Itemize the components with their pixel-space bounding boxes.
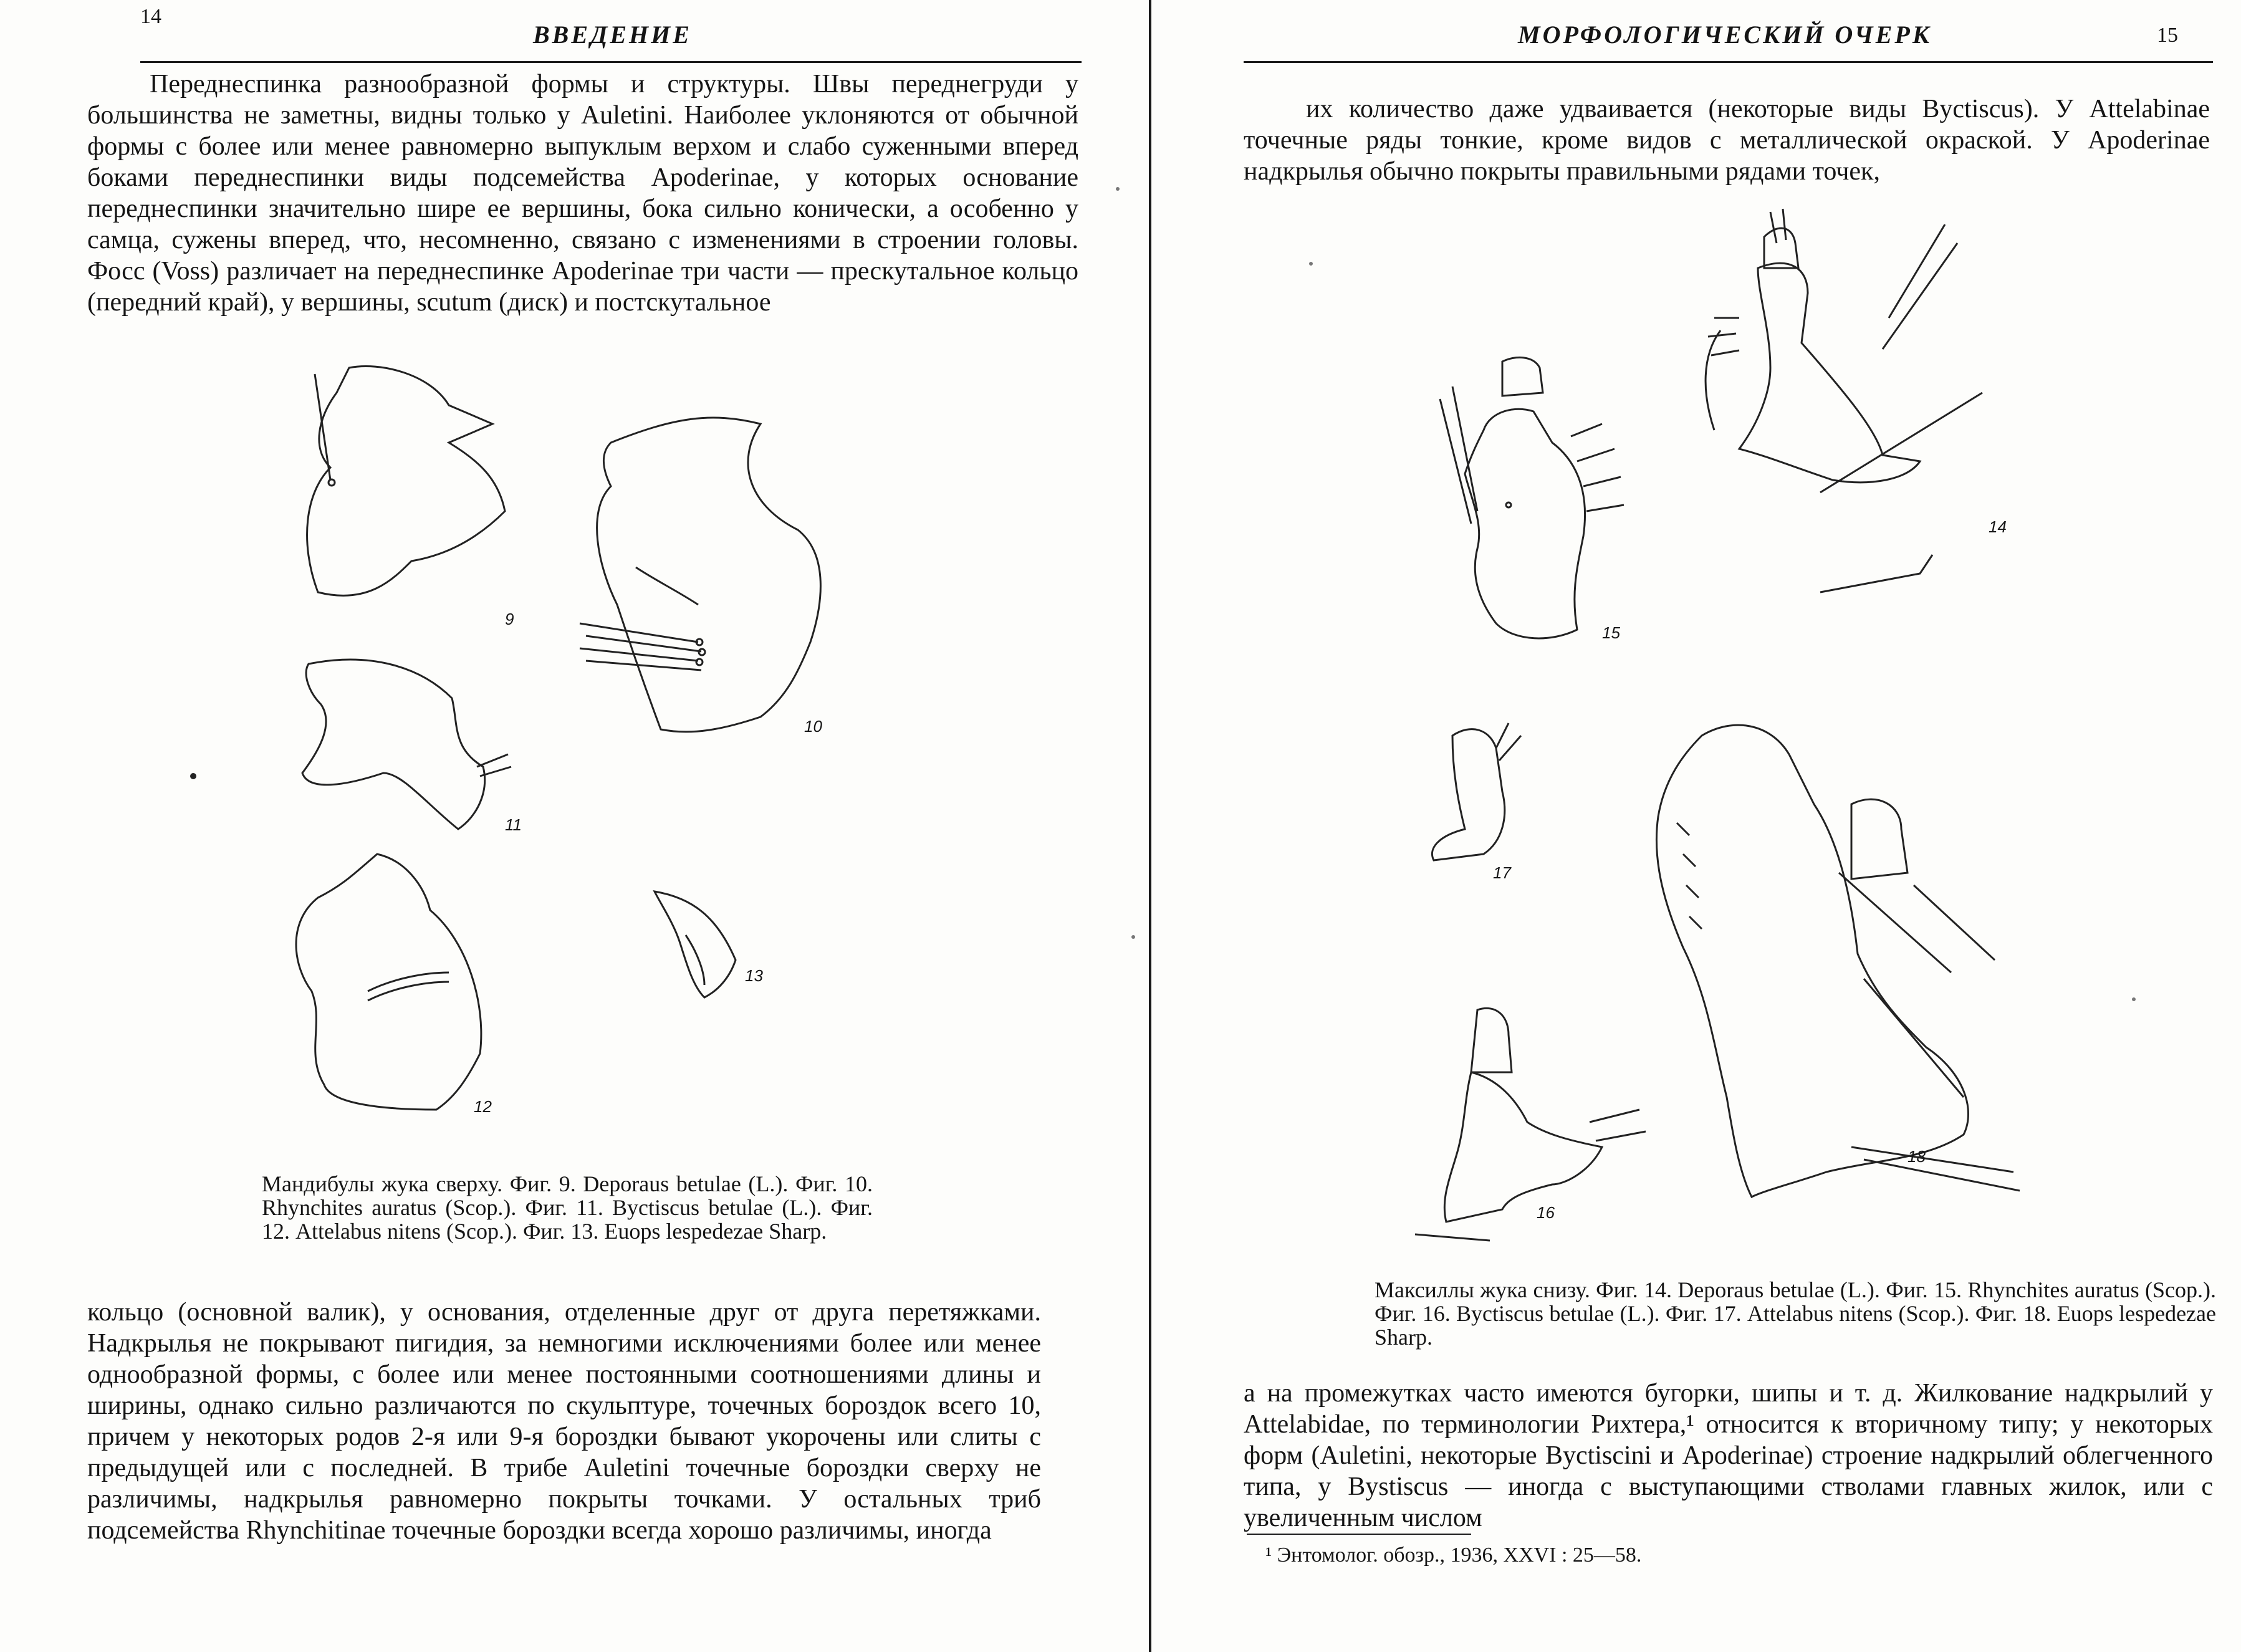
footnote-rule bbox=[1247, 1534, 1471, 1535]
figure-11-mandible bbox=[296, 648, 545, 835]
scan-speck bbox=[2132, 997, 2136, 1001]
scan-speck bbox=[1309, 262, 1313, 266]
footnote: ¹ Энтомолог. обозр., 1936, XXVI : 25—58. bbox=[1265, 1544, 1642, 1567]
figure-18-label: 18 bbox=[1907, 1147, 1926, 1166]
left-top-paragraph-text: Переднеспинка разнообразной формы и структуры. Швы переднегруди у большинства не заметны, видны только у Auletini. Наиболее уклоняются от обычной формы с более или менее равномерно выпуклым верхом и слабо суженными вперед боками переднеспинки виды подсемейства Apoderinae, у которых основание переднеспинки значительно шире ее вершины, бока сильно конически, а особенно у самца, сужены вперед, что, несомненно, связано с изменениями в строении головы. Фосс (Voss) различает на переднеспинке Apoderinae три части — прескутальное кольцо (передний край), у вершины, scutum (диск) и постскутальное bbox=[87, 70, 1078, 317]
scan-speck bbox=[190, 773, 196, 779]
right-bottom-paragraph-text: а на промежутках часто имеются бугорки, шипы и т. д. Жилкование надкрылий у Attelabidae, по терминологии Рихтера,¹ относится к вторичному типу; у некоторых форм (Auletini, некоторые Byctiscini и Apoderinae) строение надкрылий облегченного типа, у Bystiscus — иногда с выступающими стволами главных жилок, или с увеличенным числом bbox=[1244, 1379, 2213, 1532]
figure-12-label: 12 bbox=[474, 1097, 492, 1116]
left-header-rule bbox=[140, 61, 1082, 63]
right-page-number: 15 bbox=[2157, 24, 2178, 47]
left-figure-caption: Мандибулы жука сверху. Фиг. 9. Deporaus betulae (L.). Фиг. 10. Rhynchites auratus (Scop.). Фиг. 11. Byctiscus betulae (L.). Фиг. 12. Attelabus nitens (Scop.). Фиг. 13. Euops lespedezae Sharp. bbox=[262, 1171, 873, 1244]
figure-16-maxilla bbox=[1403, 997, 1664, 1284]
right-page bbox=[1153, 0, 2241, 1652]
scan-speck bbox=[1131, 935, 1135, 939]
figure-17-label: 17 bbox=[1493, 863, 1511, 882]
right-top-paragraph bbox=[1244, 94, 2210, 187]
figure-11-label: 11 bbox=[505, 815, 522, 834]
right-top-paragraph-text: их количество даже удваивается (некоторые виды Byctiscus). У Attelabinae точечные ряды тонкие, кроме видов с металлической окраской. У Apoderinae надкрылья обычно покрыты правильными рядами точек, bbox=[1244, 95, 2210, 186]
left-page-number: 14 bbox=[140, 5, 161, 28]
right-figure-caption: Максиллы жука снизу. Фиг. 14. Deporaus betulae (L.). Фиг. 15. Rhynchites auratus (Scop.). Фиг. 16. Byctiscus betulae (L.). Фиг. 17. Attelabus nitens (Scop.). Фиг. 18. Euops lespedezae Sharp. bbox=[1375, 1277, 2216, 1350]
figure-15-label: 15 bbox=[1602, 623, 1620, 642]
right-running-head: МОРФОЛОГИЧЕСКИЙ ОЧЕРК bbox=[1518, 21, 1932, 49]
left-top-paragraph bbox=[87, 69, 1078, 318]
figure-13-mandible bbox=[642, 885, 767, 1016]
left-running-head: ВВЕДЕНИЕ bbox=[533, 21, 692, 49]
left-bottom-paragraph-text: кольцо (основной валик), у основания, отделенные друг от друга перетяжками. Надкрылья не покрывают пигидия, за немногими исключениями более или менее однообразной формы, с более или менее постоянными соотношениями длины и ширины, однако сильно различаются по скульптуре, точечных бороздок всего 10, причем у некоторых родов 2-я или 9-я бороздки бывают укорочены или слиты с предыдущей или с последней. В трибе Auletini точечные бороздки сверху не различимы, надкрылья равномерно покрыты точками. У остальных триб подсемейства Rhynchitinae точечные бороздки всегда хорошо различимы, иногда bbox=[87, 1298, 1041, 1545]
scan-speck bbox=[1116, 187, 1120, 191]
right-bottom-paragraph bbox=[1244, 1378, 2213, 1534]
figure-14-maxilla bbox=[1683, 206, 2007, 605]
left-bottom-paragraph bbox=[87, 1297, 1041, 1546]
right-header-rule bbox=[1244, 61, 2213, 63]
figure-9-label: 9 bbox=[505, 610, 514, 628]
figure-9-mandible bbox=[293, 355, 580, 628]
figure-10-mandible bbox=[561, 405, 898, 754]
figure-10-label: 10 bbox=[804, 717, 822, 736]
figure-12-mandible bbox=[281, 848, 517, 1116]
figure-14-label: 14 bbox=[1989, 517, 2007, 536]
book-gutter bbox=[1149, 0, 1151, 1652]
figure-13-label: 13 bbox=[745, 966, 763, 985]
figure-16-label: 16 bbox=[1537, 1203, 1555, 1222]
figure-15-maxilla bbox=[1428, 349, 1720, 673]
